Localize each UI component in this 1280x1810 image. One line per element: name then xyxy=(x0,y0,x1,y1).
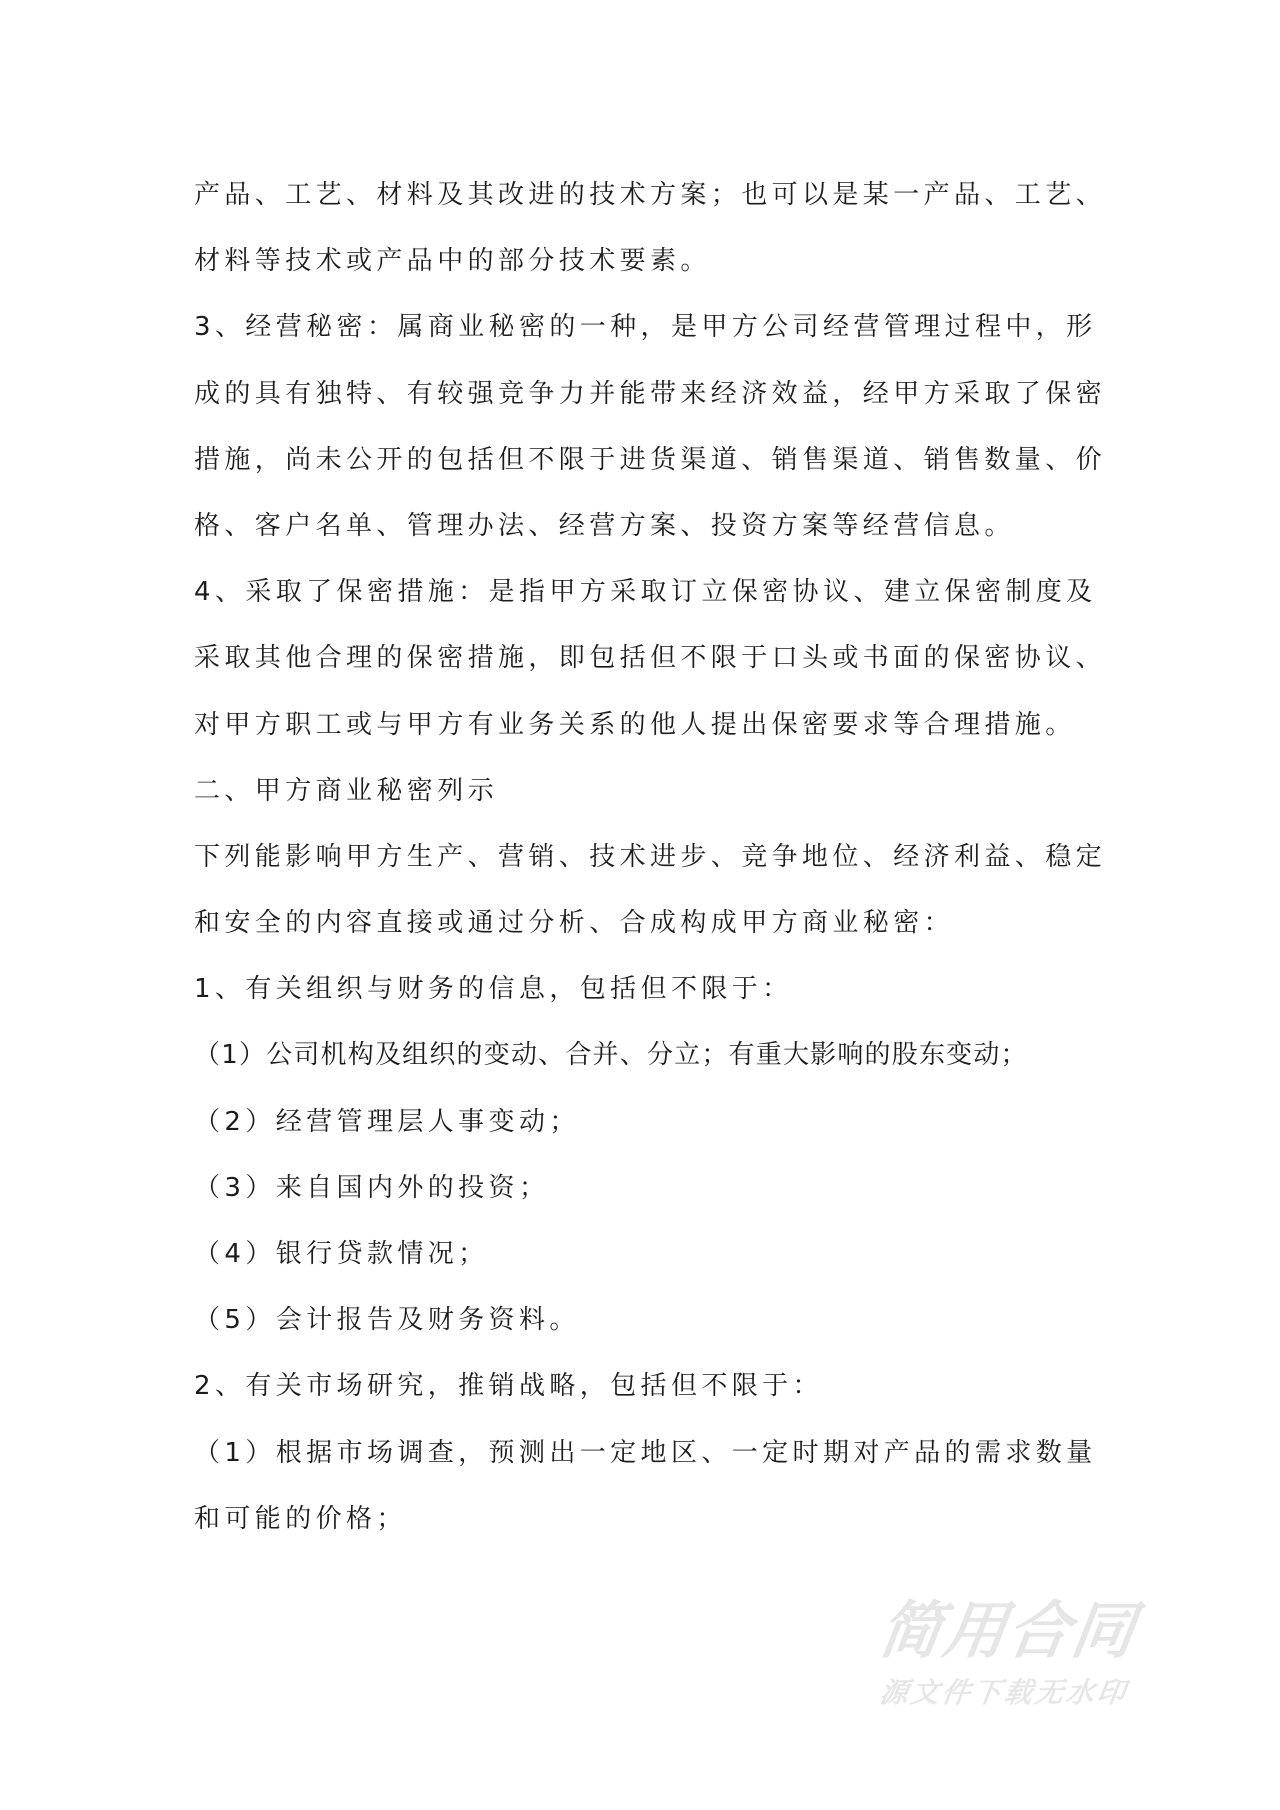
paragraph-line: 格、客户名单、管理办法、经营方案、投资方案等经营信息。 xyxy=(194,510,1015,541)
paragraph-line: 采取其他合理的保密措施，即包括但不限于口头或书面的保密协议、 xyxy=(194,643,1107,674)
list-item: （1）根据市场调查，预测出一定地区、一定时期对产品的需求数量 xyxy=(194,1437,1097,1468)
list-item: （4）银行贷款情况； xyxy=(194,1239,489,1269)
paragraph-line: 4、采取了保密措施：是指甲方采取订立保密协议、建立保密制度及 xyxy=(194,577,1097,608)
list-item: （2）经营管理层人事变动； xyxy=(194,1106,580,1137)
watermark-title: 简用合同 xyxy=(874,1594,1142,1667)
list-heading: 1、有关组织与财务的信息，包括但不限于： xyxy=(194,974,793,1005)
list-item: （3）来自国内外的投资； xyxy=(194,1172,550,1203)
list-item: （5）会计报告及财务资料。 xyxy=(194,1305,580,1336)
list-heading: 2、有关市场研究，推销战略，包括但不限于： xyxy=(194,1371,823,1402)
paragraph-line: 措施，尚未公开的包括但不限于进货渠道、销售渠道、销售数量、价 xyxy=(194,444,1107,475)
watermark-subtitle: 源文件下载无水印 xyxy=(877,1676,1131,1709)
list-item-continuation: 和可能的价格； xyxy=(194,1503,407,1534)
watermark xyxy=(874,1592,1210,1716)
document-body xyxy=(194,162,1107,1552)
paragraph-line: 下列能影响甲方生产、营销、技术进步、竞争地位、经济利益、稳定 xyxy=(194,841,1107,872)
paragraph-line: 对甲方职工或与甲方有业务关系的他人提出保密要求等合理措施。 xyxy=(194,709,1076,740)
paragraph-line: 成的具有独特、有较强竞争力并能带来经济效益，经甲方采取了保密 xyxy=(194,378,1107,409)
paragraph-line: 和安全的内容直接或通过分析、合成构成甲方商业秘密： xyxy=(194,908,955,939)
paragraph-line: 材料等技术或产品中的部分技术要素。 xyxy=(194,246,711,277)
paragraph-line: 3、经营秘密：属商业秘密的一种，是甲方公司经营管理过程中，形 xyxy=(194,312,1097,343)
list-item: （1）公司机构及组织的变动、合并、分立；有重大影响的股东变动； xyxy=(194,1040,1028,1071)
paragraph-line: 产品、工艺、材料及其改进的技术方案；也可以是某一产品、工艺、 xyxy=(194,180,1107,210)
section-heading: 二、甲方商业秘密列示 xyxy=(194,775,499,806)
